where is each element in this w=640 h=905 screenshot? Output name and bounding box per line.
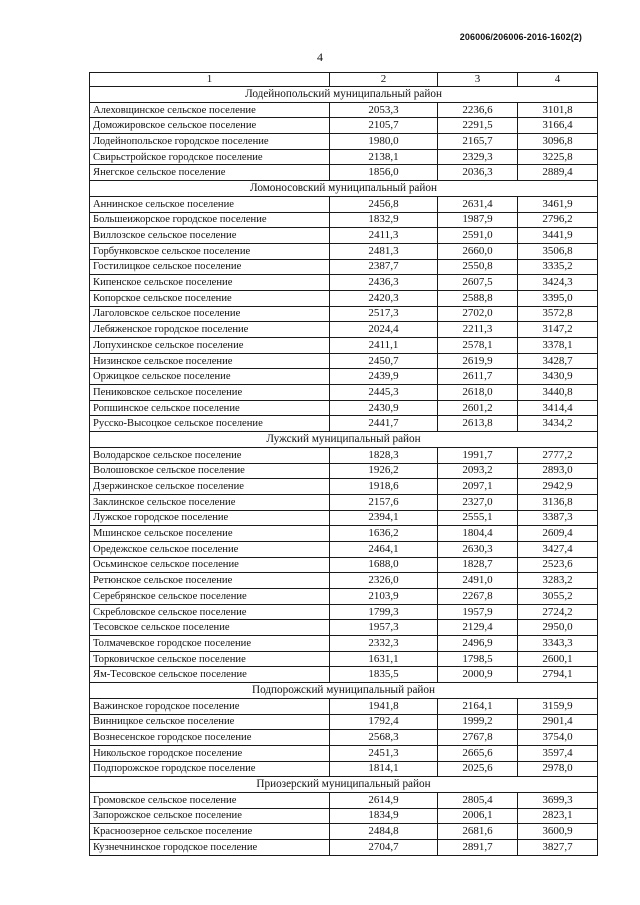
page-number: 4 — [317, 50, 323, 64]
value-cell: 2618,0 — [438, 385, 518, 401]
table-row — [90, 636, 598, 652]
value-cell: 3159,9 — [518, 698, 598, 714]
value-cell: 1918,6 — [330, 479, 438, 495]
settlement-name-cell: Кузнечнинское городское поселение — [90, 840, 330, 856]
value-cell: 3440,8 — [518, 385, 598, 401]
value-cell: 3827,7 — [518, 840, 598, 856]
table-row — [90, 102, 598, 118]
value-cell: 3343,3 — [518, 636, 598, 652]
value-cell: 2329,3 — [438, 149, 518, 165]
value-cell: 3378,1 — [518, 338, 598, 354]
settlement-name-cell: Свирьстройское городское поселение — [90, 149, 330, 165]
settlement-name-cell: Лужское городское поселение — [90, 510, 330, 526]
value-cell: 2681,6 — [438, 824, 518, 840]
settlement-name-cell: Осьминское сельское поселение — [90, 557, 330, 573]
value-cell: 2767,8 — [438, 730, 518, 746]
table-row — [90, 510, 598, 526]
table-row — [90, 353, 598, 369]
value-cell: 1941,8 — [330, 698, 438, 714]
table-row — [90, 494, 598, 510]
settlement-name-cell: Красноозерное сельское поселение — [90, 824, 330, 840]
value-cell: 2591,0 — [438, 228, 518, 244]
settlement-name-cell: Низинское сельское поселение — [90, 353, 330, 369]
value-cell: 2456,8 — [330, 196, 438, 212]
value-cell: 2889,4 — [518, 165, 598, 181]
value-cell: 2665,6 — [438, 745, 518, 761]
value-cell: 1856,0 — [330, 165, 438, 181]
value-cell: 3428,7 — [518, 353, 598, 369]
table-row — [90, 604, 598, 620]
table-row — [90, 840, 598, 856]
value-cell: 2138,1 — [330, 149, 438, 165]
value-cell: 2978,0 — [518, 761, 598, 777]
value-cell: 2105,7 — [330, 118, 438, 134]
value-cell: 2451,3 — [330, 745, 438, 761]
value-cell: 2053,3 — [330, 102, 438, 118]
table-row — [90, 338, 598, 354]
value-cell: 1814,1 — [330, 761, 438, 777]
settlement-name-cell: Аннинское сельское поселение — [90, 196, 330, 212]
table-row — [90, 745, 598, 761]
settlement-name-cell: Янегское сельское поселение — [90, 165, 330, 181]
value-cell: 2332,3 — [330, 636, 438, 652]
settlement-name-cell: Гостилицкое сельское поселение — [90, 259, 330, 275]
settlement-name-cell: Винницкое сельское поселение — [90, 714, 330, 730]
district-header-row — [90, 432, 598, 448]
value-cell: 2523,6 — [518, 557, 598, 573]
value-cell: 2796,2 — [518, 212, 598, 228]
value-cell: 2942,9 — [518, 479, 598, 495]
table-row — [90, 196, 598, 212]
table-row — [90, 824, 598, 840]
value-cell: 2036,3 — [438, 165, 518, 181]
value-cell: 2165,7 — [438, 134, 518, 150]
value-cell: 2614,9 — [330, 792, 438, 808]
settlement-name-cell: Володарское сельское поселение — [90, 447, 330, 463]
value-cell: 1987,9 — [438, 212, 518, 228]
value-cell: 2777,2 — [518, 447, 598, 463]
table-row — [90, 651, 598, 667]
value-cell: 1636,2 — [330, 526, 438, 542]
column-header: 3 — [438, 73, 518, 87]
value-cell: 3424,3 — [518, 275, 598, 291]
settlement-name-cell: Виллозское сельское поселение — [90, 228, 330, 244]
settlement-name-cell: Ям-Тесовское сельское поселение — [90, 667, 330, 683]
table-row — [90, 808, 598, 824]
value-cell: 2024,4 — [330, 322, 438, 338]
value-cell: 2550,8 — [438, 259, 518, 275]
table-row — [90, 212, 598, 228]
value-cell: 2891,7 — [438, 840, 518, 856]
value-cell: 2805,4 — [438, 792, 518, 808]
district-header-row — [90, 181, 598, 197]
value-cell: 2950,0 — [518, 620, 598, 636]
value-cell: 1835,5 — [330, 667, 438, 683]
table-row — [90, 620, 598, 636]
value-cell: 2578,1 — [438, 338, 518, 354]
data-table — [89, 72, 598, 856]
value-cell: 2601,2 — [438, 400, 518, 416]
value-cell: 2619,9 — [438, 353, 518, 369]
value-cell: 2103,9 — [330, 589, 438, 605]
table-row — [90, 275, 598, 291]
value-cell: 3096,8 — [518, 134, 598, 150]
district-header-row — [90, 87, 598, 103]
value-cell: 2439,9 — [330, 369, 438, 385]
settlement-name-cell: Мшинское сельское поселение — [90, 526, 330, 542]
value-cell: 1926,2 — [330, 463, 438, 479]
table-row — [90, 541, 598, 557]
settlement-name-cell: Торковичское сельское поселение — [90, 651, 330, 667]
settlement-name-cell: Тесовское сельское поселение — [90, 620, 330, 636]
value-cell: 2164,1 — [438, 698, 518, 714]
value-cell: 2411,1 — [330, 338, 438, 354]
value-cell: 1792,4 — [330, 714, 438, 730]
settlement-name-cell: Запорожское сельское поселение — [90, 808, 330, 824]
value-cell: 2326,0 — [330, 573, 438, 589]
document-id: 206006/206006-2016-1602(2) — [459, 32, 582, 42]
table-row — [90, 369, 598, 385]
table-row — [90, 667, 598, 683]
value-cell: 3430,9 — [518, 369, 598, 385]
value-cell: 2236,6 — [438, 102, 518, 118]
value-cell: 1957,3 — [330, 620, 438, 636]
district-title: Лужский муниципальный район — [90, 432, 598, 448]
value-cell: 2097,1 — [438, 479, 518, 495]
value-cell: 3506,8 — [518, 243, 598, 259]
value-cell: 2445,3 — [330, 385, 438, 401]
value-cell: 2794,1 — [518, 667, 598, 683]
value-cell: 2600,1 — [518, 651, 598, 667]
value-cell: 2481,3 — [330, 243, 438, 259]
value-cell: 3699,3 — [518, 792, 598, 808]
table-row — [90, 589, 598, 605]
column-header-row — [90, 73, 598, 87]
settlement-name-cell: Горбунковское сельское поселение — [90, 243, 330, 259]
value-cell: 3225,8 — [518, 149, 598, 165]
district-title: Ломоносовский муниципальный район — [90, 181, 598, 197]
value-cell: 1798,5 — [438, 651, 518, 667]
settlement-name-cell: Пениковское сельское поселение — [90, 385, 330, 401]
settlement-name-cell: Толмачевское городское поселение — [90, 636, 330, 652]
value-cell: 3414,4 — [518, 400, 598, 416]
value-cell: 1832,9 — [330, 212, 438, 228]
settlement-name-cell: Копорское сельское поселение — [90, 290, 330, 306]
district-title: Подпорожский муниципальный район — [90, 683, 598, 699]
value-cell: 2517,3 — [330, 306, 438, 322]
value-cell: 2660,0 — [438, 243, 518, 259]
settlement-name-cell: Ретюнское сельское поселение — [90, 573, 330, 589]
settlement-name-cell: Заклинское сельское поселение — [90, 494, 330, 510]
value-cell: 2441,7 — [330, 416, 438, 432]
district-header-row — [90, 683, 598, 699]
value-cell: 2613,8 — [438, 416, 518, 432]
value-cell: 2607,5 — [438, 275, 518, 291]
value-cell: 2496,9 — [438, 636, 518, 652]
table-row — [90, 714, 598, 730]
settlement-name-cell: Алеховщинское сельское поселение — [90, 102, 330, 118]
value-cell: 2555,1 — [438, 510, 518, 526]
value-cell: 3055,2 — [518, 589, 598, 605]
settlement-name-cell: Лебяженское городское поселение — [90, 322, 330, 338]
table-row — [90, 698, 598, 714]
table-row — [90, 557, 598, 573]
value-cell: 3395,0 — [518, 290, 598, 306]
value-cell: 1999,2 — [438, 714, 518, 730]
value-cell: 2901,4 — [518, 714, 598, 730]
value-cell: 2491,0 — [438, 573, 518, 589]
table-row — [90, 463, 598, 479]
value-cell: 2464,1 — [330, 541, 438, 557]
value-cell: 1991,7 — [438, 447, 518, 463]
value-cell: 2411,3 — [330, 228, 438, 244]
table-row — [90, 290, 598, 306]
table-row — [90, 118, 598, 134]
table-row — [90, 479, 598, 495]
district-title: Приозерский муниципальный район — [90, 777, 598, 793]
settlement-name-cell: Ропшинское сельское поселение — [90, 400, 330, 416]
value-cell: 3754,0 — [518, 730, 598, 746]
value-cell: 2291,5 — [438, 118, 518, 134]
value-cell: 2823,1 — [518, 808, 598, 824]
value-cell: 2609,4 — [518, 526, 598, 542]
value-cell: 2327,0 — [438, 494, 518, 510]
value-cell: 2436,3 — [330, 275, 438, 291]
table-row — [90, 447, 598, 463]
settlement-name-cell: Лопухинское сельское поселение — [90, 338, 330, 354]
value-cell: 1631,1 — [330, 651, 438, 667]
district-header-row — [90, 777, 598, 793]
value-cell: 1980,0 — [330, 134, 438, 150]
value-cell: 2893,0 — [518, 463, 598, 479]
table-row — [90, 259, 598, 275]
settlement-name-cell: Лаголовское сельское поселение — [90, 306, 330, 322]
value-cell: 3101,8 — [518, 102, 598, 118]
value-cell: 2588,8 — [438, 290, 518, 306]
settlement-name-cell: Оредежское сельское поселение — [90, 541, 330, 557]
value-cell: 2000,9 — [438, 667, 518, 683]
value-cell: 2484,8 — [330, 824, 438, 840]
value-cell: 2394,1 — [330, 510, 438, 526]
value-cell: 3147,2 — [518, 322, 598, 338]
value-cell: 3166,4 — [518, 118, 598, 134]
table-row — [90, 573, 598, 589]
value-cell: 2631,4 — [438, 196, 518, 212]
value-cell: 3335,2 — [518, 259, 598, 275]
settlement-name-cell: Серебрянское сельское поселение — [90, 589, 330, 605]
settlement-name-cell: Большеижорское городское поселение — [90, 212, 330, 228]
value-cell: 1828,7 — [438, 557, 518, 573]
table-row — [90, 149, 598, 165]
value-cell: 2704,7 — [330, 840, 438, 856]
table-row — [90, 322, 598, 338]
value-cell: 3387,3 — [518, 510, 598, 526]
value-cell: 2724,2 — [518, 604, 598, 620]
value-cell: 2129,4 — [438, 620, 518, 636]
table-row — [90, 792, 598, 808]
value-cell: 1828,3 — [330, 447, 438, 463]
value-cell: 3572,8 — [518, 306, 598, 322]
value-cell: 2430,9 — [330, 400, 438, 416]
settlement-name-cell: Кипенское сельское поселение — [90, 275, 330, 291]
settlement-name-cell: Громовское сельское поселение — [90, 792, 330, 808]
value-cell: 1804,4 — [438, 526, 518, 542]
table-row — [90, 134, 598, 150]
settlement-name-cell: Доможировское сельское поселение — [90, 118, 330, 134]
value-cell: 2702,0 — [438, 306, 518, 322]
value-cell: 3434,2 — [518, 416, 598, 432]
table-row — [90, 385, 598, 401]
value-cell: 2450,7 — [330, 353, 438, 369]
table-row — [90, 730, 598, 746]
value-cell: 3441,9 — [518, 228, 598, 244]
value-cell: 2387,7 — [330, 259, 438, 275]
value-cell: 2025,6 — [438, 761, 518, 777]
district-title: Лодейнопольский муниципальный район — [90, 87, 598, 103]
settlement-name-cell: Лодейнопольское городское поселение — [90, 134, 330, 150]
value-cell: 3136,8 — [518, 494, 598, 510]
column-header: 4 — [518, 73, 598, 87]
value-cell: 1834,9 — [330, 808, 438, 824]
table-row — [90, 165, 598, 181]
value-cell: 3283,2 — [518, 573, 598, 589]
value-cell: 3427,4 — [518, 541, 598, 557]
settlement-name-cell: Скребловское сельское поселение — [90, 604, 330, 620]
value-cell: 3461,9 — [518, 196, 598, 212]
table-row — [90, 416, 598, 432]
value-cell: 2093,2 — [438, 463, 518, 479]
table-row — [90, 526, 598, 542]
table-row — [90, 306, 598, 322]
table-row — [90, 228, 598, 244]
table-body — [90, 73, 598, 856]
settlement-name-cell: Оржицкое сельское поселение — [90, 369, 330, 385]
settlement-name-cell: Русско-Высоцкое сельское поселение — [90, 416, 330, 432]
table-row — [90, 400, 598, 416]
value-cell: 1688,0 — [330, 557, 438, 573]
value-cell: 2211,3 — [438, 322, 518, 338]
column-header: 2 — [330, 73, 438, 87]
settlement-name-cell: Никольское городское поселение — [90, 745, 330, 761]
value-cell: 2006,1 — [438, 808, 518, 824]
value-cell: 2420,3 — [330, 290, 438, 306]
settlement-name-cell: Вознесенское городское поселение — [90, 730, 330, 746]
value-cell: 3597,4 — [518, 745, 598, 761]
settlement-name-cell: Важинское городское поселение — [90, 698, 330, 714]
settlement-name-cell: Подпорожское городское поселение — [90, 761, 330, 777]
value-cell: 3600,9 — [518, 824, 598, 840]
value-cell: 2267,8 — [438, 589, 518, 605]
settlement-name-cell: Волошовское сельское поселение — [90, 463, 330, 479]
value-cell: 2611,7 — [438, 369, 518, 385]
table-row — [90, 761, 598, 777]
value-cell: 1799,3 — [330, 604, 438, 620]
value-cell: 2568,3 — [330, 730, 438, 746]
value-cell: 2630,3 — [438, 541, 518, 557]
value-cell: 2157,6 — [330, 494, 438, 510]
column-header: 1 — [90, 73, 330, 87]
settlement-name-cell: Дзержинское сельское поселение — [90, 479, 330, 495]
value-cell: 1957,9 — [438, 604, 518, 620]
table-row — [90, 243, 598, 259]
